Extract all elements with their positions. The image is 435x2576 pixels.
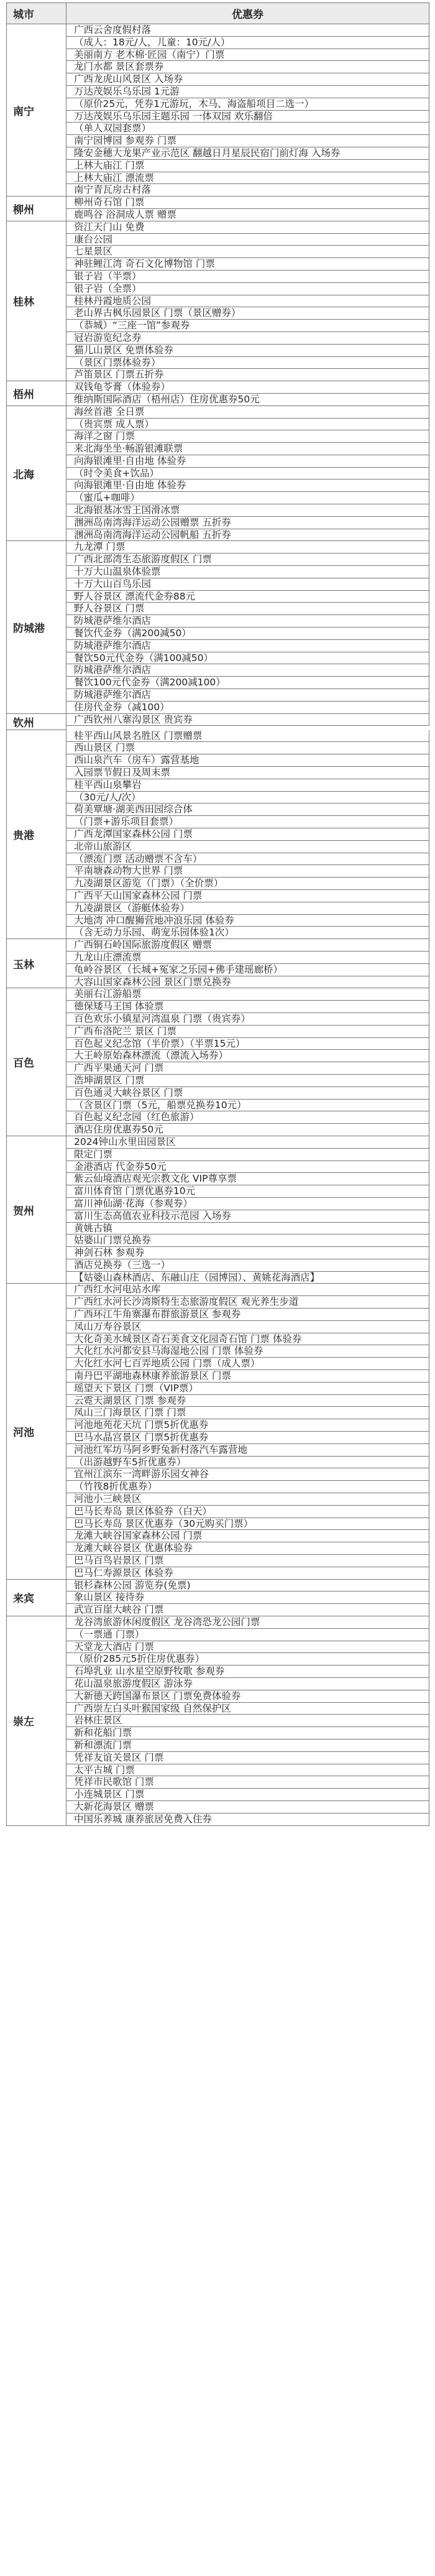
table-header-row xyxy=(7,3,429,24)
offer-row: 北帝山旅游区 xyxy=(66,841,429,853)
offer-row: 大化红水河都安县马海湿地公园 门票 体验券 xyxy=(66,1345,429,1358)
offer-list xyxy=(66,1580,429,1616)
offer-row: 河池红军坊马阿乡野兔新村落汽车露营地 xyxy=(66,1444,429,1457)
offer-row: 九凌湖景区游览（门票）（全价票） xyxy=(66,878,429,890)
offer-row: 岩林庄景区 xyxy=(66,1715,429,1727)
city-cell: 来宾 xyxy=(7,1580,66,1616)
offer-row: 姑婆山门票兑换券 xyxy=(66,1235,429,1247)
offer-row: 资江天门山 免费 xyxy=(66,221,429,234)
offer-row: 南宁园博园 参观券 门票 xyxy=(66,135,429,147)
offer-row: 大容山国家森林公园 景区门票兑换券 xyxy=(66,976,429,989)
city-cell: 南宁 xyxy=(7,24,66,197)
offer-row: （景区门票体验券） xyxy=(66,357,429,369)
offer-row: 海丝首港 全日票 xyxy=(66,406,429,419)
offer-row: 中国乐养城 康养旅居免费入住券 xyxy=(66,1814,429,1826)
offer-row: 广西龙潭国家森林公园 门票 xyxy=(66,828,429,841)
offer-row: 万达茂娱乐乌乐园 1元游 xyxy=(66,86,429,98)
offer-row: 广西布洛陀兰 景区 门票 xyxy=(66,1026,429,1038)
offer-list xyxy=(66,381,429,406)
offer-row: 隆安金穗大龙果产业示范区 翻越日月星辰民宿门前灯海 入场券 xyxy=(66,147,429,160)
offer-row: 维纳斯国际酒店（梧州店）住房优惠券50元 xyxy=(66,394,429,406)
offer-row: 七星景区 xyxy=(66,246,429,258)
offer-row: 银杉森林公园 游览券(免票) xyxy=(66,1580,429,1592)
offer-row: 涠洲岛南湾海洋运动公园赠票 五折券 xyxy=(66,517,429,529)
offer-row: 冠岩游览纪念券 xyxy=(66,332,429,345)
offer-row: 神驻鲤江湾 奇石文化博物馆 门票 xyxy=(66,258,429,271)
city-group xyxy=(7,714,429,730)
offer-row: 限定门票 xyxy=(66,1149,429,1161)
city-cell: 河池 xyxy=(7,1284,66,1579)
offer-row: 九龙山庄漂流票 xyxy=(66,952,429,964)
offer-row: 银子岩（半票） xyxy=(66,271,429,283)
offer-list xyxy=(66,541,429,713)
city-group xyxy=(7,1616,429,1826)
offer-list xyxy=(66,221,429,381)
city-cell: 钦州 xyxy=(7,714,66,730)
offer-list xyxy=(66,988,429,1136)
offer-row: 百色起义纪念园（红色旅游） xyxy=(66,1111,429,1124)
offer-row: 大化红水河七百弄地质公园 门票（成人票） xyxy=(66,1358,429,1370)
offer-row: 富川神仙湖·花海（参观券） xyxy=(66,1198,429,1210)
offer-row: 广西龙虎山风景区 入场券 xyxy=(66,73,429,86)
offer-row: 防城港萨维尔酒店 xyxy=(66,664,429,677)
offer-row: 小连城景区 门票 xyxy=(66,1789,429,1801)
city-group xyxy=(7,541,429,713)
offer-row: 龙谷湾旅游休闲度假区 龙谷湾恐龙公园门票 xyxy=(66,1616,429,1629)
city-group xyxy=(7,24,429,197)
offer-row: 向海银滩里·自由地 体验券 xyxy=(66,480,429,492)
offer-row: （含无动力乐园、萌宠乐园体验1次） xyxy=(66,927,429,939)
offer-row: 百色通灵大峡谷景区 门票 xyxy=(66,1087,429,1100)
offer-row: 云霓天湖景区 门票 参观券 xyxy=(66,1395,429,1407)
city-cell: 北海 xyxy=(7,406,66,542)
city-group xyxy=(7,988,429,1136)
offer-row: （贵宾票 成人票） xyxy=(66,419,429,431)
offer-row: （漂流门票 活动赠票不含车） xyxy=(66,853,429,866)
city-cell: 梧州 xyxy=(7,381,66,406)
offer-row: 银子岩（全票） xyxy=(66,283,429,295)
offer-row: 富川体育馆 门票优惠券10元 xyxy=(66,1185,429,1198)
offer-row: 广西北部湾生态旅游度假区 门票 xyxy=(66,554,429,566)
offer-row: 涠洲岛南湾海洋运动公园帆船 五折券 xyxy=(66,529,429,542)
offer-row: 南宁青瓦房古村落 xyxy=(66,184,429,197)
offer-row: 象山景区 接待券 xyxy=(66,1591,429,1604)
offer-list xyxy=(66,939,429,988)
offer-row: 大化奇美水城景区奇石美食文化园奇石馆 门票 体验券 xyxy=(66,1333,429,1346)
offer-row: 新和花船门票 xyxy=(66,1727,429,1740)
offer-row: 广西平果通天河 门票 xyxy=(66,1062,429,1075)
offer-row: （恭城）“三座一馆”参观券 xyxy=(66,320,429,332)
offer-list xyxy=(66,730,429,940)
offer-row: 康台公园 xyxy=(66,234,429,246)
city-group xyxy=(7,197,429,221)
offer-row: 凭祥市民歌馆 门票 xyxy=(66,1776,429,1789)
offer-row: 向海银滩里·自由地 体验券 xyxy=(66,455,429,468)
offer-row: （竹筏8折优惠券） xyxy=(66,1481,429,1493)
offer-row: 九龙潭 门票 xyxy=(66,541,429,554)
offer-row: 上林大庙江 漂流票 xyxy=(66,172,429,185)
offer-list xyxy=(66,24,429,197)
offer-row: 桂平西山风景名胜区 门票赠票 xyxy=(66,730,429,743)
offer-row: 天堂龙大酒店 门票 xyxy=(66,1641,429,1654)
offer-row: 海洋之窗 门票 xyxy=(66,430,429,443)
offer-row: 黄姚古镇 xyxy=(66,1223,429,1235)
offer-row: 餐饮50元代金券（满100减50） xyxy=(66,652,429,665)
offer-row: （30元/人/次） xyxy=(66,792,429,804)
offer-row: 花山温泉旅游度假区 游泳券 xyxy=(66,1678,429,1690)
offer-row: 大新德天跨国瀑布景区 门票免费体验券 xyxy=(66,1690,429,1703)
offer-row: 石埠乳业 山水星空原野牧歌 参观券 xyxy=(66,1666,429,1678)
offer-row: 鹿鸣谷 浴洞成人票 赠票 xyxy=(66,209,429,221)
city-group xyxy=(7,730,429,940)
offer-row: 防城港萨维尔酒店 xyxy=(66,615,429,628)
offer-row: 九凌湖景区（游艇体验券） xyxy=(66,902,429,915)
city-group xyxy=(7,381,429,406)
offer-row: 龙滩大峡谷景区 优惠体验券 xyxy=(66,1542,429,1555)
offer-row: 双钱龟苓膏（体验券） xyxy=(66,381,429,394)
offer-row: 南丹巴平湖地森林康养旅游景区 门票 xyxy=(66,1370,429,1383)
offer-list xyxy=(66,1616,429,1826)
offer-row: 2024钟山水里田园景区 xyxy=(66,1136,429,1149)
offer-row: （成人：18元/人，儿童：10元/人） xyxy=(66,37,429,49)
offer-row: 住房代金券（减100） xyxy=(66,702,429,714)
offer-row: 十万大山温泉体验票 xyxy=(66,566,429,578)
city-group xyxy=(7,406,429,542)
city-cell: 贵港 xyxy=(7,730,66,940)
offer-row: 富川生态高值农业科技示范园 入场券 xyxy=(66,1210,429,1223)
offer-row: 武宣百崖大峡谷 门票 xyxy=(66,1604,429,1616)
city-cell: 桂林 xyxy=(7,221,66,381)
offer-row: 西山泉汽车（房车）露营基地 xyxy=(66,754,429,767)
city-cell: 防城港 xyxy=(7,541,66,713)
offer-row: 河池小三峡景区 xyxy=(66,1493,429,1506)
offer-row: 上林大庙江 门票 xyxy=(66,160,429,172)
offer-row: 酒店兑换券（三选一） xyxy=(66,1259,429,1272)
offer-row: 龙滩大峡谷国家森林公园 门票 xyxy=(66,1530,429,1542)
offer-row: 野人谷景区 门票 xyxy=(66,603,429,615)
city-group xyxy=(7,1284,429,1579)
offer-row: 入园票节假日及周末票 xyxy=(66,767,429,779)
offer-row: 龟岭谷景区（长城+冤家之乐园+佛手建瑶廊桥） xyxy=(66,964,429,976)
offer-row: 巴马百鸟岩景区 门票 xyxy=(66,1555,429,1567)
offer-row: 北海银基冰雪王国滑冰票 xyxy=(66,504,429,517)
offer-row: 万达茂娱乐乌乐园主题乐园 一体双园 欢乐翻倍 xyxy=(66,111,429,123)
offer-row: 芦笛景区 门票五折券 xyxy=(66,369,429,381)
offer-row: 猫儿山景区 免票体验券 xyxy=(66,345,429,357)
offer-row: （蜜瓜+咖啡） xyxy=(66,492,429,504)
offer-row: （门票+游乐项目套票） xyxy=(66,816,429,828)
offer-row: 防城港萨维尔酒店 xyxy=(66,640,429,652)
offer-row: （时令美食+饮品） xyxy=(66,468,429,480)
offer-row: 太平古城 门票 xyxy=(66,1764,429,1777)
offer-row: 巴马长寿岛 景区优惠券（30元购买门票） xyxy=(66,1518,429,1531)
offer-row: 瑶望天下景区 门票（VIP票） xyxy=(66,1383,429,1395)
offer-row: （出游越野车5折优惠券） xyxy=(66,1457,429,1469)
offer-row: 来北海坐坐·畅游银滩联票 xyxy=(66,443,429,455)
offer-row: 美丽右江游船票 xyxy=(66,988,429,1001)
coupon-table xyxy=(6,2,429,1826)
offer-row: 神剑石林 参观券 xyxy=(66,1247,429,1259)
city-cell: 玉林 xyxy=(7,939,66,988)
city-cell: 贺州 xyxy=(7,1136,66,1284)
offer-row: 老山界古枫乐园景区 门票（景区赠券） xyxy=(66,307,429,320)
city-cell: 柳州 xyxy=(7,197,66,221)
city-column-header: 城市 xyxy=(7,3,66,24)
offer-row: 新和漂流门票 xyxy=(66,1740,429,1752)
offer-row: 百色欢乐小镇星河湾温泉 门票（贵宾券） xyxy=(66,1013,429,1026)
offer-row: 龙门水都 景区套票券 xyxy=(66,61,429,73)
offer-row: 广西红水河电站水库 xyxy=(66,1284,429,1296)
offer-row: 紫云仙境酒店观光宗教文化 VIP尊享票 xyxy=(66,1173,429,1185)
city-cell: 崇左 xyxy=(7,1616,66,1826)
offer-list xyxy=(66,714,429,730)
offer-row: 大新花海景区 赠票 xyxy=(66,1801,429,1814)
offer-row: 凤山万寿谷景区 xyxy=(66,1321,429,1333)
offer-row: 百色起义纪念馆（半价票）（半票15元） xyxy=(66,1038,429,1050)
offer-row: 柳州奇石馆 门票 xyxy=(66,197,429,209)
offer-row: 西山景区 门票 xyxy=(66,742,429,754)
offer-row: 桂平西山泉攀岩 xyxy=(66,779,429,792)
offer-row: 浩坤湖景区 门票 xyxy=(66,1075,429,1087)
offer-row: （含景区门票（5元，船票兑换券10元） xyxy=(66,1100,429,1112)
city-group xyxy=(7,1580,429,1616)
offer-row: 德保矮马王国 体验票 xyxy=(66,1001,429,1013)
offer-row: 宜州江滨东一湾畔游乐园女神谷 xyxy=(66,1468,429,1481)
offer-row: 广西平天山国家森林公园 门票 xyxy=(66,890,429,902)
offer-list xyxy=(66,1284,429,1579)
offer-column-header: 优惠券 xyxy=(66,3,429,24)
offer-list xyxy=(66,197,429,221)
offer-row: 广西云舍度假村落 xyxy=(66,24,429,37)
offer-list xyxy=(66,1136,429,1284)
offer-row: （一票通 门票） xyxy=(66,1629,429,1641)
offer-row: 十万大山百鸟乐园 xyxy=(66,578,429,591)
offer-row: 美丽南方 老木棉·匠园（南宁）门票 xyxy=(66,49,429,62)
city-group xyxy=(7,939,429,988)
offer-row: （原价285元5折住房优惠券） xyxy=(66,1653,429,1666)
city-group xyxy=(7,221,429,381)
offer-row: 广西钦州八寨沟景区 贵宾券 xyxy=(66,714,429,726)
offer-row: 凭祥友谊关景区 门票 xyxy=(66,1752,429,1764)
offer-row: 广西红水河长沙湾斯特生态旅游度假区 观光养生步道 xyxy=(66,1296,429,1309)
offer-list xyxy=(66,406,429,542)
offer-row: （单人双园套票） xyxy=(66,123,429,135)
city-cell: 百色 xyxy=(7,988,66,1136)
offer-row: 巴马水晶宫景区 门票5折优惠券 xyxy=(66,1432,429,1444)
offer-row: 广西环江牛角寨瀑布群旅游景区 参观券 xyxy=(66,1309,429,1321)
offer-row: 野人谷景区 漂流代金券88元 xyxy=(66,591,429,603)
offer-row: 桂林丹霞地质公园 xyxy=(66,295,429,308)
offer-row: 大王岭原始森林漂流（漂流入场券） xyxy=(66,1050,429,1062)
table-body xyxy=(7,24,429,1826)
city-group xyxy=(7,1136,429,1284)
offer-row: 防城港萨维尔酒店 xyxy=(66,689,429,702)
offer-row: 凤山三门海景区 门票 门票 xyxy=(66,1407,429,1419)
offer-row: 平南塘森动物大世界 门票 xyxy=(66,865,429,878)
offer-row: 酒店住房优惠券50元 xyxy=(66,1124,429,1136)
offer-row: 广西铜石岭国际旅游度假区 赠票 xyxy=(66,939,429,952)
offer-row: 河池地苑花天坑 门票5折优惠券 xyxy=(66,1419,429,1432)
offer-row: 【姑婆山森林酒店、东融山庄（园博园）、黄姚花海酒店】 xyxy=(66,1272,429,1284)
offer-row: 大地湾 冲口醒狮营地冲浪乐园 体验券 xyxy=(66,915,429,927)
offer-row: 金港酒店 代金券50元 xyxy=(66,1161,429,1174)
offer-row: 餐饮代金券（满200减50） xyxy=(66,628,429,640)
offer-row: 广西崇左白头叶猴国家级 自然保护区 xyxy=(66,1703,429,1715)
offer-row: 荷美覃塘·湖美西田园综合体 xyxy=(66,804,429,816)
offer-row: 餐饮100元代金券（满200减100） xyxy=(66,677,429,689)
offer-row: 巴马长寿岛 景区体验券（白天） xyxy=(66,1506,429,1518)
offer-row: 巴马仁寿源景区 体验券 xyxy=(66,1567,429,1580)
offer-row: （原价25元，凭券1元游玩，木马、海盗船项目二选一） xyxy=(66,98,429,111)
